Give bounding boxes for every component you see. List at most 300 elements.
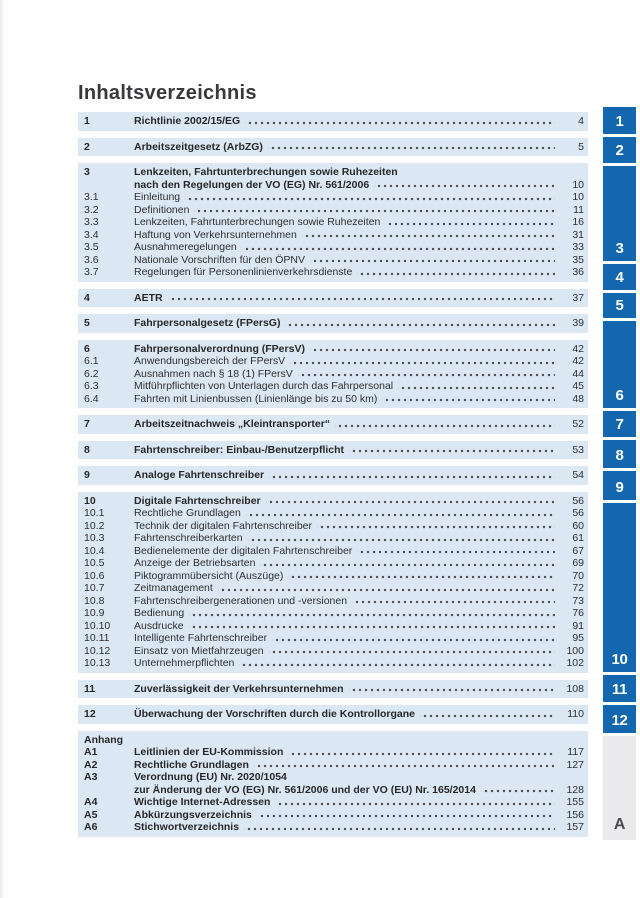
- chapter-tab-2: [603, 137, 636, 163]
- toc-entry-page: 36: [572, 266, 584, 278]
- dotted-leader: [302, 229, 555, 242]
- toc-entry-line: [78, 557, 588, 570]
- toc-block: [78, 112, 588, 131]
- toc-entry-page: 11: [573, 203, 584, 216]
- toc-entry-page: 48: [572, 392, 584, 405]
- toc-entry-page: 117: [567, 746, 584, 758]
- toc-entry: [78, 380, 588, 393]
- toc-entry-number: 10.7: [84, 582, 105, 594]
- toc-entry: [78, 545, 588, 558]
- toc-entry-line: [78, 266, 588, 279]
- toc-entry-number: A2: [84, 758, 98, 771]
- toc-entry-page: 72: [572, 582, 584, 594]
- chapter-tab-label: 9: [615, 479, 624, 496]
- toc-entry-label: zur Änderung der VO (EG) Nr. 561/2006 und der VO (EU) Nr. 165/2014: [134, 783, 476, 796]
- toc-entry-number: 10: [84, 494, 96, 507]
- toc-entry-page: 76: [572, 607, 584, 619]
- toc-entry: [78, 141, 588, 154]
- toc-entry-number: 7: [84, 418, 90, 430]
- toc-entry-line: [78, 229, 588, 242]
- toc-entry-label: Technik der digitalen Fahrtenschreiber: [134, 519, 313, 532]
- toc-entry-number: 4: [84, 291, 90, 304]
- toc-entry: [78, 520, 588, 533]
- toc-entry-label: Verordnung (EU) Nr. 2020/1054: [134, 771, 287, 783]
- toc-entry-label: Rechtliche Grundlagen: [134, 758, 249, 771]
- chapter-tab-label: 5: [615, 297, 624, 314]
- dotted-leader: [310, 254, 555, 267]
- toc-entry: [78, 607, 588, 620]
- toc-entry: [78, 632, 588, 645]
- chapter-tab-label: 1: [615, 113, 624, 130]
- toc-entry-line: [78, 495, 588, 508]
- toc-entry-label: Arbeitszeitgesetz (ArbZG): [134, 140, 263, 153]
- toc-entry-page: 70: [572, 569, 584, 582]
- toc-entry-line: [78, 241, 588, 254]
- toc-entry-label: Richtlinie 2002/15/EG: [134, 115, 241, 127]
- dotted-leader: [260, 557, 555, 570]
- toc-entry-label: Digitale Fahrtenschreiber: [134, 494, 261, 507]
- toc-entry-number: 10.8: [84, 594, 105, 607]
- dotted-leader: [298, 368, 555, 381]
- toc-entry-line: [78, 759, 588, 772]
- toc-entry-line: [78, 607, 588, 620]
- toc-entry-number: A6: [84, 821, 98, 833]
- dotted-leader: [242, 241, 555, 254]
- toc-block: [78, 731, 588, 837]
- toc-entry-page: 127: [566, 758, 584, 771]
- toc-section-heading-label: Anhang: [84, 733, 124, 746]
- toc-entry-page: 42: [572, 342, 584, 355]
- toc-entry-line: [78, 368, 588, 381]
- dotted-leader: [349, 444, 555, 457]
- toc-entry-number: A5: [84, 808, 98, 821]
- toc-entry-label: Fahrtenschreiberkarten: [134, 532, 243, 544]
- toc-entry-page: 61: [572, 532, 584, 544]
- toc-entry-label: Arbeitszeitnachweis „Kleintransporter“: [134, 418, 331, 430]
- toc-entry-number: 10.10: [84, 619, 111, 632]
- toc-entry-label: Ausnahmen nach § 18 (1) FPersV: [134, 367, 293, 380]
- toc-entry-page: 54: [572, 469, 584, 481]
- toc-entry-page: 4: [578, 115, 584, 127]
- toc-entry-number: 3: [84, 166, 90, 178]
- toc-entry-label: Nationale Vorschriften für den ÖPNV: [134, 253, 306, 266]
- toc-entry-number: 3.3: [84, 216, 99, 228]
- toc-entry-line: [78, 343, 588, 356]
- page-title: Inhaltsverzeichnis: [78, 82, 257, 104]
- chapter-tab-5: [603, 293, 636, 318]
- chapter-tab-9: [603, 471, 636, 500]
- toc-entry-number: 12: [84, 708, 96, 720]
- toc-entry: [78, 254, 588, 267]
- chapter-tab-label: 10: [611, 651, 628, 668]
- toc-entry-label: Fahrpersonalgesetz (FPersG): [134, 317, 281, 329]
- toc-entry-page: 10: [572, 178, 584, 191]
- toc-entry-label: Regelungen für Personenlinienverkehrsdienste: [134, 266, 353, 278]
- toc-entry-page: 67: [572, 544, 584, 557]
- toc-entry-page: 45: [572, 380, 584, 392]
- toc-entry: [78, 292, 588, 305]
- toc-entry-line: [78, 570, 588, 583]
- toc-entry-label: Stichwortverzeichnis: [134, 821, 240, 833]
- toc-entry-label: Lenkzeiten, Fahrtunterbrechungen sowie Ruhezeiten: [134, 166, 398, 178]
- toc-entry-number: 3.2: [84, 203, 99, 216]
- dotted-leader: [310, 343, 555, 356]
- toc-entry-number: 10.6: [84, 569, 105, 582]
- toc-entry-line: [78, 645, 588, 658]
- toc-entry-number: 6.2: [84, 367, 99, 380]
- dotted-leader: [185, 191, 555, 204]
- toc-entry-page: 60: [572, 519, 584, 532]
- toc-entry-page: 33: [572, 241, 584, 253]
- toc-entry-number: 10.12: [84, 644, 111, 657]
- toc-block: [78, 415, 588, 434]
- dotted-leader: [481, 784, 555, 797]
- toc-entry-label: Zeitmanagement: [134, 582, 213, 594]
- toc-entry: [78, 495, 588, 508]
- toc-block: [78, 680, 588, 699]
- toc-section-heading: [78, 734, 588, 747]
- toc-block: [78, 441, 588, 460]
- toc-block: [78, 289, 588, 308]
- toc-entry-label: Mitführpflichten von Unterlagen durch das Fahrpersonal: [134, 380, 394, 392]
- toc-entry: [78, 317, 588, 330]
- toc-entry: [78, 343, 588, 356]
- toc-entry: [78, 229, 588, 242]
- toc-entry-line: [78, 507, 588, 520]
- toc-entry-number: 10.3: [84, 532, 105, 544]
- toc-entry-number: 6: [84, 342, 90, 355]
- toc-entry-line: [78, 204, 588, 217]
- chapter-tabs: [603, 107, 636, 840]
- chapter-tab-label: 11: [611, 681, 628, 698]
- dotted-leader: [268, 141, 555, 154]
- toc-entry-line: [78, 141, 588, 154]
- toc-entry-label: Anzeige der Betriebsarten: [134, 557, 256, 569]
- toc-entry-number: 6.1: [84, 355, 99, 367]
- toc-entry-number: 10.11: [84, 632, 110, 644]
- toc-entry-label: Intelligente Fahrtenschreiber: [134, 632, 268, 644]
- chapter-tab-label: 2: [615, 142, 624, 159]
- dotted-leader: [266, 495, 555, 508]
- dotted-leader: [317, 520, 555, 533]
- chapter-tab-label: 6: [615, 387, 624, 404]
- toc-entry-label: Fahrten mit Linienbussen (Linienlänge bis zu 50 km): [134, 392, 378, 405]
- toc-entry: [78, 191, 588, 204]
- toc-entry-line: [78, 254, 588, 267]
- toc-entry: [78, 216, 588, 229]
- toc-entry-line: [78, 520, 588, 533]
- dotted-leader: [189, 607, 555, 620]
- toc-entry-page: 102: [566, 657, 584, 669]
- toc-entry-label: Einsatz von Mietfahrzeugen: [134, 644, 264, 657]
- toc-entry-label: Ausdrucke: [134, 619, 184, 632]
- toc-block: [78, 163, 588, 282]
- dotted-leader: [349, 683, 555, 696]
- toc-entry-number: 10.1: [84, 507, 105, 519]
- toc-entry-label: Rechtliche Grundlagen: [134, 507, 241, 519]
- toc-entry-page: 10: [572, 191, 584, 203]
- toc-entry-label: Fahrtenschreibergenerationen und -versionen: [134, 594, 348, 607]
- toc-entry-line: [78, 179, 588, 192]
- toc-entry: [78, 821, 588, 834]
- toc-entry-label: Anwendungsbereich der FPersV: [134, 355, 286, 367]
- dotted-leader: [288, 746, 555, 759]
- chapter-tab-6: [603, 321, 636, 408]
- toc-entry-page: 95: [572, 632, 584, 644]
- toc-entry: [78, 746, 588, 759]
- dotted-leader: [244, 821, 555, 834]
- toc-entry-page: 108: [566, 682, 584, 695]
- toc-entry-line: [78, 115, 588, 128]
- toc-entry-line: [78, 683, 588, 696]
- toc-entry-line: [78, 657, 588, 670]
- dotted-leader: [288, 570, 555, 583]
- dotted-leader: [352, 595, 555, 608]
- toc-entry-number: 2: [84, 140, 90, 153]
- toc-entry-number: 10.5: [84, 557, 105, 569]
- toc-entry-page: 91: [572, 619, 584, 632]
- toc-entry: [78, 166, 588, 191]
- dotted-leader: [246, 507, 555, 520]
- chapter-tab-1: [603, 107, 636, 134]
- toc-entry: [78, 796, 588, 809]
- dotted-leader: [335, 418, 555, 431]
- toc-entry-line: [78, 444, 588, 457]
- dotted-leader: [290, 355, 555, 368]
- toc-entry-number: 9: [84, 469, 90, 481]
- toc-entry: [78, 759, 588, 772]
- toc-entry-line: [78, 355, 588, 368]
- toc-entry-number: 10.2: [84, 519, 105, 532]
- toc-entry: [78, 645, 588, 658]
- toc-entry-label: Abkürzungsverzeichnis: [134, 808, 252, 821]
- dotted-leader: [269, 645, 555, 658]
- toc-entry-number: 8: [84, 443, 90, 456]
- toc-entry-line: [78, 191, 588, 204]
- chapter-tab-11: [603, 675, 636, 702]
- toc-entry-number: A1: [84, 746, 98, 758]
- toc-entry-label: Leitlinien der EU-Kommission: [134, 746, 284, 758]
- toc-entry: [78, 507, 588, 520]
- dotted-leader: [357, 545, 555, 558]
- toc-entry-line: [78, 166, 588, 179]
- chapter-tab-8: [603, 440, 636, 468]
- toc-entry-page: 128: [566, 783, 584, 796]
- toc-entry-line: [78, 317, 588, 330]
- toc-entry-page: 44: [572, 367, 584, 380]
- toc-block: [78, 492, 588, 673]
- chapter-tab-12: [603, 705, 636, 733]
- dotted-leader: [257, 809, 555, 822]
- toc-entry-line: [78, 582, 588, 595]
- toc-entry-line: [78, 393, 588, 406]
- toc-entry-label: Fahrtenschreiber: Einbau-/Benutzerpflicht: [134, 443, 345, 456]
- toc-entry-number: 5: [84, 317, 90, 329]
- toc-entry-line: [78, 746, 588, 759]
- toc-entry: [78, 595, 588, 608]
- toc-entry-line: [78, 784, 588, 797]
- dotted-leader: [269, 469, 555, 482]
- toc-entry: [78, 355, 588, 368]
- toc-entry-page: 52: [572, 418, 584, 430]
- toc-entry-page: 39: [572, 317, 584, 329]
- toc-entry: [78, 393, 588, 406]
- toc-entry-label: Ausnahmeregelungen: [134, 241, 237, 253]
- toc-entry-number: 3.6: [84, 253, 99, 266]
- toc-entry-number: 6.3: [84, 380, 99, 392]
- toc-entry-line: [78, 532, 588, 545]
- toc-entry-label: Bedienung: [134, 607, 185, 619]
- toc-entry-line: [78, 796, 588, 809]
- dotted-leader: [254, 759, 555, 772]
- toc-entry-page: 156: [566, 808, 584, 821]
- chapter-tab-label: 8: [615, 447, 624, 464]
- toc-entry-number: [78, 784, 134, 797]
- toc-entry-page: 100: [566, 644, 584, 657]
- toc-entry-number: 10.9: [84, 607, 105, 619]
- toc-entry-number: A3: [84, 771, 98, 783]
- toc-entry-page: 110: [567, 708, 584, 720]
- toc-entry-page: 35: [572, 253, 584, 266]
- dotted-leader: [374, 179, 555, 192]
- toc-entry: [78, 708, 588, 721]
- toc-entry-label: AETR: [134, 291, 163, 304]
- toc-entry-number: A4: [84, 796, 98, 808]
- toc-entry: [78, 557, 588, 570]
- toc-entry-line: [78, 380, 588, 393]
- dotted-leader: [239, 657, 555, 670]
- toc-entry-page: 56: [572, 507, 584, 519]
- toc-entry: [78, 620, 588, 633]
- toc-entry: [78, 241, 588, 254]
- dotted-leader: [285, 317, 555, 330]
- toc-entry-number: 11: [84, 682, 96, 695]
- chapter-tab-7: [603, 411, 636, 437]
- toc-entry-number: 10.13: [84, 657, 111, 669]
- toc-entry-number: [78, 179, 134, 192]
- toc-entry-page: 73: [572, 594, 584, 607]
- toc-entry: [78, 570, 588, 583]
- dotted-leader: [168, 292, 555, 305]
- toc-entry-line: [78, 809, 588, 822]
- toc-entry-number: 3.1: [84, 191, 99, 203]
- toc-entry-line: [78, 620, 588, 633]
- toc-entry-label: Zuverlässigkeit der Verkehrsunternehmen: [134, 682, 344, 695]
- chapter-tab-label: 12: [611, 712, 628, 729]
- toc-entry-page: 56: [572, 494, 584, 507]
- dotted-leader: [245, 115, 555, 128]
- toc-entry-page: 157: [566, 821, 584, 833]
- toc-entry-page: 16: [572, 216, 584, 228]
- toc-block: [78, 466, 588, 485]
- toc-entry-line: [78, 292, 588, 305]
- toc-block: [78, 138, 588, 157]
- toc-entry-line: [78, 545, 588, 558]
- toc-entry-label: Analoge Fahrtenschreiber: [134, 469, 265, 481]
- toc-entry-label: Lenkzeiten, Fahrtunterbrechungen sowie Ruhezeiten: [134, 216, 381, 228]
- chapter-tab-label: A: [613, 816, 626, 833]
- toc-entry: [78, 204, 588, 217]
- chapter-tab-a: [603, 736, 636, 840]
- dotted-leader: [248, 532, 555, 545]
- toc-entry: [78, 582, 588, 595]
- toc-block: [78, 340, 588, 409]
- toc-entry-line: [78, 771, 588, 784]
- toc-entry-line: [78, 632, 588, 645]
- chapter-tab-10: [603, 503, 636, 672]
- toc-entry-label: Fahrpersonalverordnung (FPersV): [134, 342, 305, 355]
- chapter-tab-3: [603, 166, 636, 261]
- chapter-tab-label: 4: [615, 269, 624, 286]
- toc-entry-number: 10.4: [84, 544, 105, 557]
- toc-entry-label: nach den Regelungen der VO (EG) Nr. 561/2006: [134, 178, 370, 191]
- dotted-leader: [275, 796, 555, 809]
- toc-block: [78, 705, 588, 724]
- toc-entry-page: 69: [572, 557, 584, 569]
- toc-entry-page: 42: [572, 355, 584, 367]
- toc-entry-line: [78, 418, 588, 431]
- dotted-leader: [357, 266, 555, 279]
- toc-entry-label: Überwachung der Vorschriften durch die Kontrollorgane: [134, 708, 416, 720]
- toc-entry-line: [78, 216, 588, 229]
- toc-entry-label: Definitionen: [134, 203, 190, 216]
- dotted-leader: [398, 380, 555, 393]
- toc-entry-label: Bedienelemente der digitalen Fahrtenschreiber: [134, 544, 353, 557]
- toc-entry: [78, 809, 588, 822]
- toc-entry-page: 37: [572, 291, 584, 304]
- dotted-leader: [420, 708, 555, 721]
- toc-entry-page: 31: [572, 228, 584, 241]
- toc-entry-number: 1: [84, 115, 90, 127]
- toc-entry-label: Piktogrammübersicht (Auszüge): [134, 569, 284, 582]
- toc-entry: [78, 469, 588, 482]
- toc-entry-number: 3.7: [84, 266, 99, 278]
- dotted-leader: [382, 393, 555, 406]
- toc-entry: [78, 115, 588, 128]
- toc-entry: [78, 444, 588, 457]
- chapter-tab-label: 7: [615, 416, 624, 433]
- toc-entry-page: 155: [566, 796, 584, 808]
- toc-block: [78, 314, 588, 333]
- toc-entry-label: Haftung von Verkehrsunternehmen: [134, 228, 297, 241]
- toc-entry-line: [78, 469, 588, 482]
- toc-entry-line: [78, 821, 588, 834]
- toc-entry-number: 3.5: [84, 241, 99, 253]
- toc-entry: [78, 368, 588, 381]
- dotted-leader: [194, 204, 555, 217]
- chapter-tab-label: 3: [615, 240, 624, 257]
- toc-entry: [78, 683, 588, 696]
- toc-entry: [78, 532, 588, 545]
- toc-entry-page: 53: [572, 443, 584, 456]
- dotted-leader: [218, 582, 555, 595]
- toc-entry: [78, 771, 588, 796]
- toc-entry-label: Einleitung: [134, 191, 181, 203]
- dotted-leader: [189, 620, 555, 633]
- toc-entry-label: Wichtige Internet-Adressen: [134, 796, 271, 808]
- toc-entry-line: [78, 595, 588, 608]
- dotted-leader: [385, 216, 555, 229]
- toc: [78, 112, 588, 844]
- toc-entry-label: Unternehmerpflichten: [134, 657, 235, 669]
- toc-entry-number: 3.4: [84, 228, 99, 241]
- toc-entry: [78, 418, 588, 431]
- toc-entry-page: 5: [578, 140, 584, 153]
- dotted-leader: [272, 632, 555, 645]
- toc-entry-number: 6.4: [84, 392, 99, 405]
- chapter-tab-4: [603, 264, 636, 290]
- toc-entry-line: [78, 708, 588, 721]
